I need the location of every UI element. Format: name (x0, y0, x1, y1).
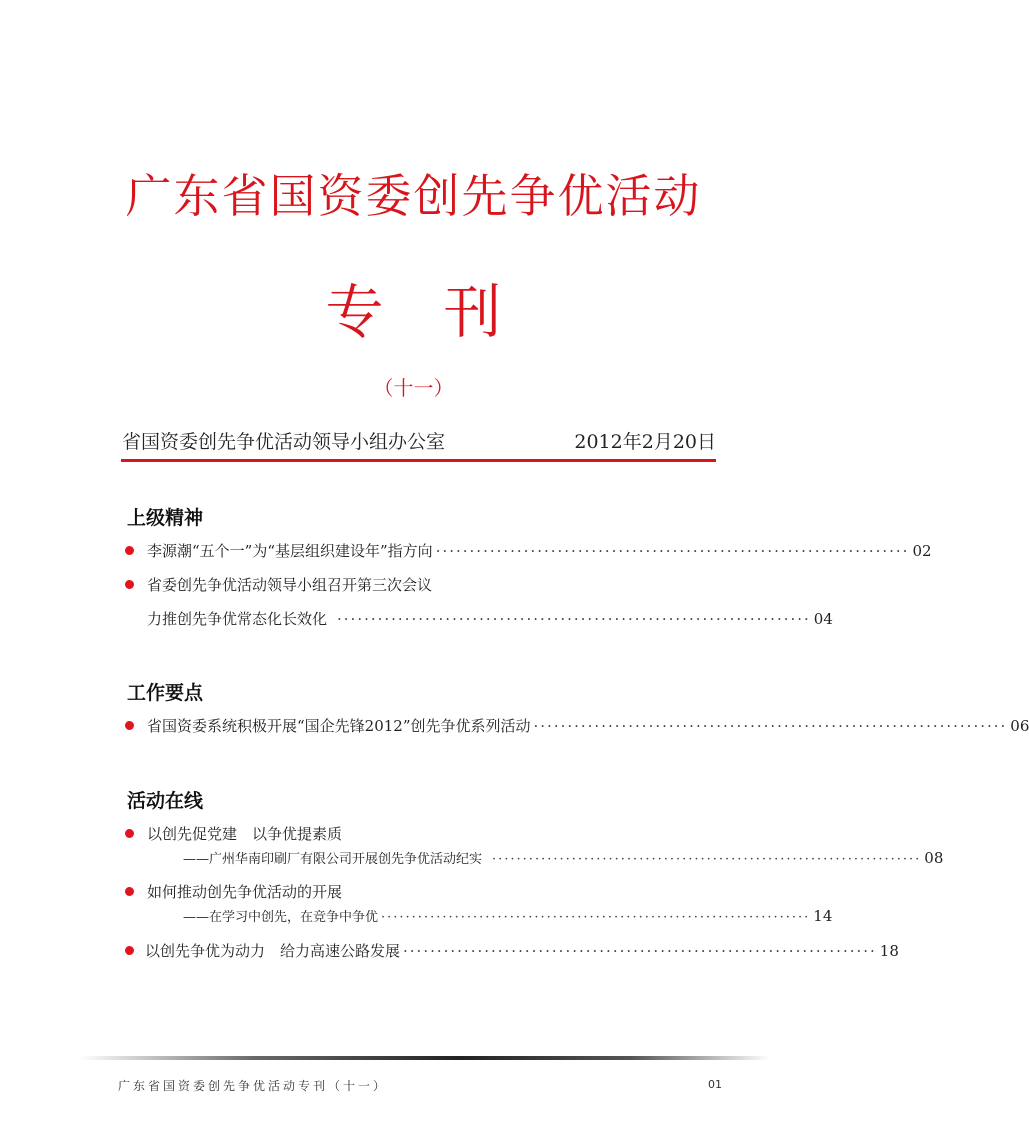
toc-entry-subtitle: ——在学习中创先，在竞争中争优 (183, 910, 379, 925)
header-rule (121, 459, 716, 462)
issuing-office: 省国资委创先争优活动领导小组办公室 (122, 431, 446, 453)
footer-title: 广东省国资委创先争优活动专刊（十一） (118, 1079, 389, 1093)
toc-entry[interactable] (125, 715, 1029, 737)
bullet-dot-icon (125, 946, 134, 955)
toc-entry[interactable] (125, 881, 833, 927)
toc-entry[interactable] (125, 574, 833, 630)
toc-entry-continuation: 力推创先争优常态化长效化 (147, 610, 328, 628)
toc-entry-title: 以创先争优为动力 给力高速公路发展 (145, 942, 401, 960)
issue-date: 2012年2月20日 (574, 431, 716, 453)
toc-entry[interactable] (125, 540, 932, 562)
toc-entry-page: 02 (912, 542, 932, 560)
dot-leader: ······································································ (533, 717, 1008, 735)
toc-entry-title: 如何推动创先争优活动的开展 (147, 883, 343, 901)
publication-title: 广东省国资委创先争优活动 (125, 169, 702, 223)
toc-entry-page: 14 (813, 907, 833, 925)
toc-entry[interactable] (125, 940, 899, 962)
bullet-dot-icon (125, 721, 134, 730)
toc-entry-title: 以创先促党建 以争优提素质 (147, 825, 343, 843)
dot-leader: ······································································ (492, 852, 922, 867)
toc-entry-page: 08 (924, 849, 944, 867)
toc-entry-title: 李源潮“五个一”为“基层组织建设年”指方向 (147, 542, 433, 560)
section-heading: 上级精神 (127, 507, 204, 529)
footer-divider (80, 1056, 770, 1060)
toc-entry-page: 18 (879, 942, 899, 960)
toc-entry-subtitle: ——广州华南印刷厂有限公司开展创先争优活动纪实 (183, 852, 483, 867)
bullet-dot-icon (125, 829, 134, 838)
toc-entry[interactable] (125, 823, 944, 869)
bullet-dot-icon (125, 580, 134, 589)
dot-leader: ······································································ (337, 610, 811, 628)
dot-leader: ······································································ (435, 542, 910, 560)
section-heading: 活动在线 (127, 790, 204, 812)
toc-entry-page: 06 (1010, 717, 1029, 735)
bullet-dot-icon (125, 546, 134, 555)
issue-number: （十一） (373, 376, 454, 400)
dot-leader: ······································································ (381, 910, 811, 925)
section-heading: 工作要点 (127, 682, 204, 704)
footer-page-number: 01 (708, 1078, 722, 1091)
toc-entry-page: 04 (813, 610, 833, 628)
toc-entry-title: 省委创先争优活动领导小组召开第三次会议 (147, 576, 433, 594)
dot-leader: ······································································ (403, 942, 877, 960)
bullet-dot-icon (125, 887, 134, 896)
publication-subtitle: 专刊 (325, 278, 562, 346)
toc-entry-title: 省国资委系统积极开展“国企先锋2012”创先争优系列活动 (147, 717, 531, 735)
